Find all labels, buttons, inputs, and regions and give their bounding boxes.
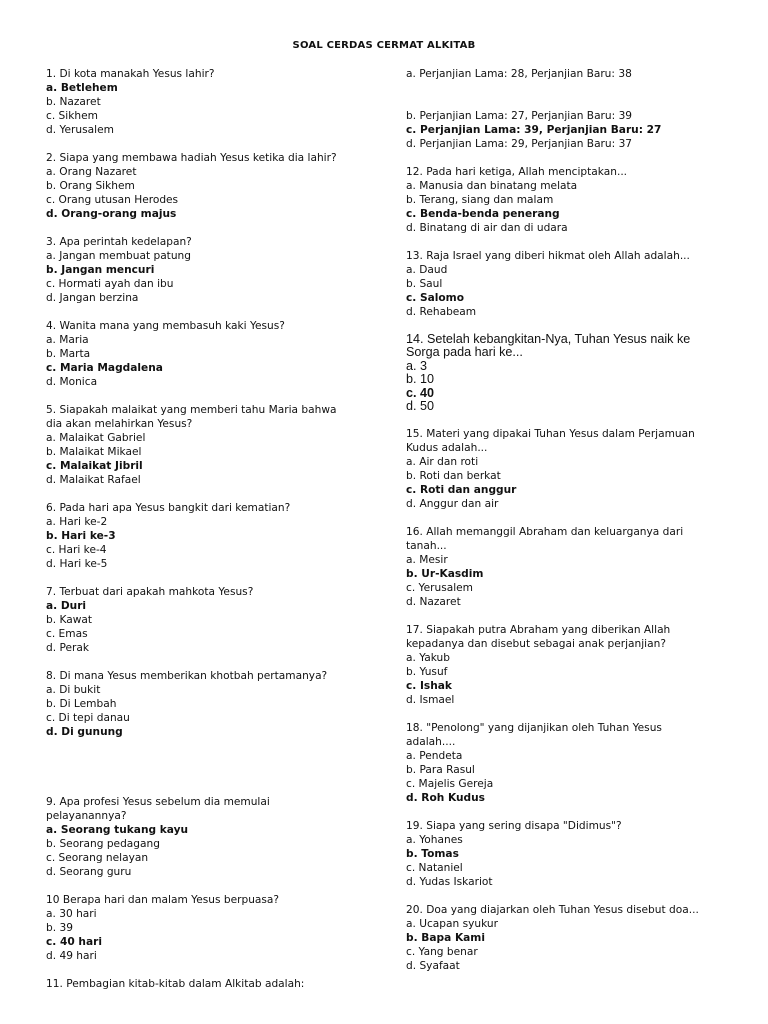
question-text-cont: adalah....: [406, 736, 456, 749]
answer-b-correct: b. Jangan mencuri: [46, 264, 155, 276]
question-text-cont: tanah...: [406, 540, 447, 553]
question-3: [46, 235, 386, 305]
answer-c-correct: c. 40 hari: [46, 936, 102, 948]
answer-c-correct: c. Malaikat Jibril: [46, 460, 143, 472]
answer-d: d. Yerusalem: [46, 124, 114, 136]
answer-c: c. Seorang nelayan: [46, 852, 149, 864]
question-text: 3. Apa perintah kedelapan?: [46, 236, 192, 248]
question-text: 5. Siapakah malaikat yang memberi tahu Maria bahwa: [46, 404, 337, 416]
question-text: 10 Berapa hari dan malam Yesus berpuasa?: [46, 894, 280, 906]
answer-a: a. Di bukit: [46, 684, 101, 696]
answer-c: c. Majelis Gereja: [406, 778, 494, 791]
question-text-cont: dia akan melahirkan Yesus?: [46, 418, 193, 430]
answer-b: b. Terang, siang dan malam: [406, 194, 554, 206]
answer-c: c. Orang utusan Herodes: [46, 194, 179, 206]
answer-c: c. Di tepi danau: [46, 712, 130, 724]
blank-space: [46, 753, 386, 795]
question-text: 2. Siapa yang membawa hadiah Yesus ketika dia lahir?: [46, 152, 337, 164]
answer-d-correct: d. Di gunung: [46, 726, 123, 738]
answer-a: a. Yohanes: [406, 834, 463, 847]
answer-a: a. Manusia dan binatang melata: [406, 180, 578, 192]
question-text: 16. Allah memanggil Abraham dan keluarganya dari: [406, 526, 684, 539]
answer-d: d. Rehabeam: [406, 306, 477, 318]
answer-b: b. 39: [46, 922, 73, 934]
answer-c-correct: c. Benda-benda penerang: [406, 208, 560, 220]
answer-a: a. Daud: [406, 264, 448, 276]
answer-b: b. Perjanjian Lama: 27, Perjanjian Baru: 39: [406, 110, 633, 122]
question-8: [46, 669, 386, 739]
question-2: [46, 151, 386, 221]
answer-a: a. Ucapan syukur: [406, 918, 498, 931]
question-text: 15. Materi yang dipakai Tuhan Yesus dalam Perjamuan: [406, 428, 695, 441]
answer-d: d. Monica: [46, 376, 98, 388]
answer-c: c. Yerusalem: [406, 582, 474, 595]
answer-a: a. Jangan membuat patung: [46, 250, 191, 262]
answer-d: d. Anggur dan air: [406, 498, 499, 511]
answer-a: a. Perjanjian Lama: 28, Perjanjian Baru: 38: [406, 68, 632, 80]
question-6: [46, 501, 386, 571]
question-14: [406, 333, 726, 413]
question-text: 9. Apa profesi Yesus sebelum dia memulai: [46, 796, 270, 808]
answer-b-correct: b. Ur-Kasdim: [406, 568, 484, 581]
question-1: [46, 67, 386, 137]
question-20: [406, 903, 726, 973]
question-text: 18. "Penolong" yang dijanjikan oleh Tuhan Yesus: [406, 722, 662, 735]
answer-d: d. 49 hari: [46, 950, 97, 962]
answer-a: a. Air dan roti: [406, 456, 479, 469]
answer-a: a. 3: [406, 358, 428, 373]
answer-c: c. Emas: [46, 628, 88, 640]
answer-d: d. 50: [406, 399, 435, 414]
answer-a: a. Malaikat Gabriel: [46, 432, 146, 444]
question-text: 11. Pembagian kitab-kitab dalam Alkitab adalah:: [46, 978, 305, 990]
question-16: [406, 525, 726, 609]
question-19: [406, 819, 726, 889]
answer-d: d. Seorang guru: [46, 866, 132, 878]
question-15: [406, 427, 726, 511]
answer-d: d. Perjanjian Lama: 29, Perjanjian Baru: 37: [406, 138, 633, 150]
answer-b-correct: b. Hari ke-3: [46, 530, 116, 542]
answer-b-correct: b. Bapa Kami: [406, 932, 485, 945]
question-5: [46, 403, 386, 487]
answer-b: b. Marta: [46, 348, 91, 360]
question-11-answers: [406, 67, 726, 151]
question-text-cont: Kudus adalah...: [406, 442, 488, 455]
question-text: 8. Di mana Yesus memberikan khotbah pertamanya?: [46, 670, 328, 682]
answer-c-correct: c. Roti dan anggur: [406, 484, 517, 497]
question-text: 4. Wanita mana yang membasuh kaki Yesus?: [46, 320, 285, 332]
answer-c-correct: c. Maria Magdalena: [46, 362, 163, 374]
answer-d: d. Binatang di air dan di udara: [406, 222, 568, 234]
answer-b: b. Orang Sikhem: [46, 180, 135, 192]
answer-d: d. Nazaret: [406, 596, 461, 609]
document-title: SOAL CERDAS CERMAT ALKITAB: [292, 40, 476, 51]
answer-d: d. Hari ke-5: [46, 558, 108, 570]
question-17: [406, 623, 726, 707]
question-10: [46, 893, 386, 963]
question-12: [406, 165, 726, 235]
question-text-cont: Sorga pada hari ke...: [406, 345, 523, 360]
answer-b: b. Malaikat Mikael: [46, 446, 142, 458]
answer-a: a. Mesir: [406, 554, 448, 567]
answer-b: b. Roti dan berkat: [406, 470, 501, 483]
answer-d-correct: d. Orang-orang majus: [46, 208, 177, 220]
answer-c-correct: c. Perjanjian Lama: 39, Perjanjian Baru: 27: [406, 124, 662, 136]
question-text-cont: pelayanannya?: [46, 810, 127, 822]
question-text-cont: kepadanya dan disebut sebagai anak perjanjian?: [406, 638, 666, 651]
question-text: 14. Setelah kebangkitan-Nya, Tuhan Yesus naik ke: [406, 332, 691, 346]
answer-c-correct: c. Ishak: [406, 680, 452, 693]
answer-b: b. 10: [406, 372, 435, 387]
question-text: 19. Siapa yang sering disapa "Didimus"?: [406, 820, 622, 833]
answer-c-correct: c. 40: [406, 385, 435, 400]
question-text: 13. Raja Israel yang diberi hikmat oleh Allah adalah...: [406, 250, 690, 262]
answer-d: d. Malaikat Rafael: [46, 474, 141, 486]
answer-c: c. Hari ke-4: [46, 544, 107, 556]
question-text: 20. Doa yang diajarkan oleh Tuhan Yesus disebut doa...: [406, 904, 699, 917]
question-text: 7. Terbuat dari apakah mahkota Yesus?: [46, 586, 254, 598]
blank-space: [406, 81, 726, 109]
answer-a: a. Pendeta: [406, 750, 463, 763]
answer-d: d. Ismael: [406, 694, 455, 707]
answer-a: a. 30 hari: [46, 908, 97, 920]
answer-a-correct: a. Duri: [46, 600, 87, 612]
answer-b: b. Para Rasul: [406, 764, 475, 777]
answer-a: a. Hari ke-2: [46, 516, 108, 528]
answer-c: c. Sikhem: [46, 110, 98, 122]
answer-a: a. Yakub: [406, 652, 450, 665]
answer-b-correct: b. Tomas: [406, 848, 459, 861]
answer-b: b. Di Lembah: [46, 698, 117, 710]
left-column: [46, 67, 386, 1005]
question-11: [46, 977, 386, 991]
answer-c: c. Nataniel: [406, 862, 463, 875]
answer-d-correct: d. Roh Kudus: [406, 792, 485, 805]
answer-d: d. Yudas Iskariot: [406, 876, 493, 889]
answer-d: d. Perak: [46, 642, 89, 654]
answer-c-correct: c. Salomo: [406, 292, 464, 304]
question-text: 1. Di kota manakah Yesus lahir?: [46, 68, 215, 80]
answer-b: b. Yusuf: [406, 666, 448, 679]
question-text: 12. Pada hari ketiga, Allah menciptakan...: [406, 166, 628, 178]
answer-d: d. Syafaat: [406, 960, 460, 973]
question-text: 17. Siapakah putra Abraham yang diberikan Allah: [406, 624, 671, 637]
answer-a-correct: a. Seorang tukang kayu: [46, 824, 189, 836]
question-18: [406, 721, 726, 805]
answer-a: a. Orang Nazaret: [46, 166, 137, 178]
question-13: [406, 249, 726, 319]
answer-a-correct: a. Betlehem: [46, 82, 118, 94]
answer-d: d. Jangan berzina: [46, 292, 139, 304]
question-9: [46, 795, 386, 879]
answer-a: a. Maria: [46, 334, 89, 346]
answer-b: b. Saul: [406, 278, 443, 290]
answer-c: c. Yang benar: [406, 946, 478, 959]
question-text: 6. Pada hari apa Yesus bangkit dari kematian?: [46, 502, 291, 514]
right-column: [406, 67, 726, 987]
answer-b: b. Kawat: [46, 614, 93, 626]
answer-c: c. Hormati ayah dan ibu: [46, 278, 174, 290]
answer-b: b. Nazaret: [46, 96, 101, 108]
question-7: [46, 585, 386, 655]
question-4: [46, 319, 386, 389]
answer-b: b. Seorang pedagang: [46, 838, 160, 850]
